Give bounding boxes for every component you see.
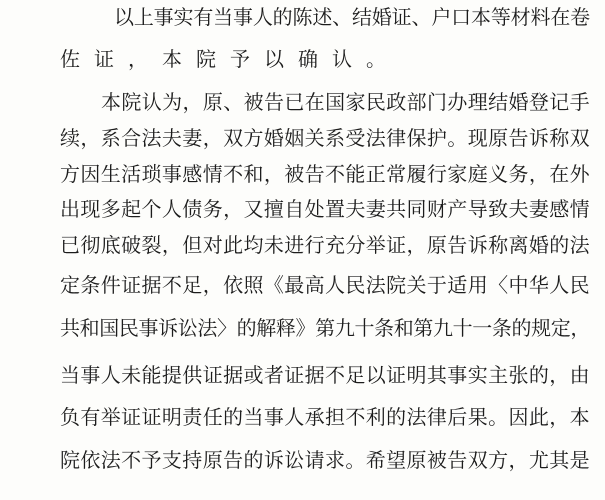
text-line-7: 已彻底破裂，但对此均未进行充分举证，原告诉称离婚的法 (60, 233, 590, 257)
text-line-6: 出现多起个人债务，又擅自处置夫妻共同财产导致夫妻感情 (60, 197, 590, 221)
text-line-12: 院依法不予支持原告的诉讼请求。希望原被告双方，尤其是 (60, 448, 590, 472)
text-line-2: 佐证，本院予以确认。 (60, 47, 400, 71)
text-line-3: 本院认为，原、被告已在国家民政部门办理结婚登记手 (101, 90, 590, 114)
text-line-8: 定条件证据不足，依照《最高人民法院关于适用〈中华人民 (60, 273, 590, 297)
text-line-5: 方因生活琐事感情不和，被告不能正常履行家庭义务，在外 (60, 162, 590, 186)
text-line-9: 共和国民事诉讼法〉的解释》第九十条和第九十一条的规定， (60, 316, 590, 340)
text-line-11: 负有举证证明责任的当事人承担不利的法律后果。因此，本 (60, 405, 590, 429)
text-line-4: 续，系合法夫妻，双方婚姻关系受法律保护。现原告诉称双 (60, 126, 590, 150)
text-line-1: 以上事实有当事人的陈述、结婚证、户口本等材料在卷 (114, 5, 590, 29)
text-line-10: 当事人未能提供证据或者证据不足以证明其事实主张的，由 (60, 363, 590, 387)
